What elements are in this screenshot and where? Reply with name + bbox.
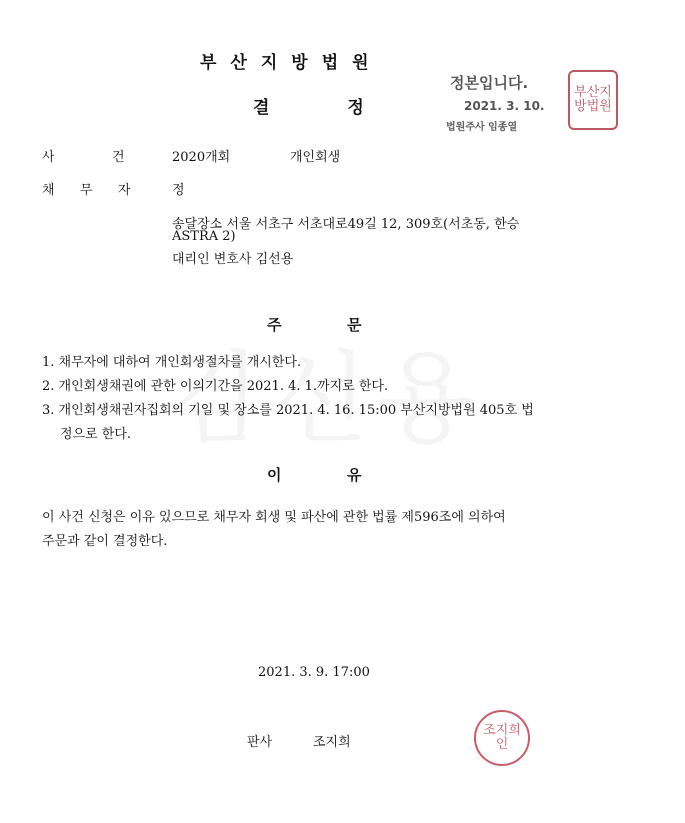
debtor-label-chae: 채 xyxy=(42,183,55,198)
certification-date: 2021. 3. 10. xyxy=(464,99,545,113)
reason-title-yu: 유 xyxy=(347,466,362,484)
reason-text-line2: 주문과 같이 결정한다. xyxy=(42,534,168,549)
certified-copy-stamp: 정본입니다. xyxy=(450,74,529,92)
case-label-gun: 건 xyxy=(112,150,125,165)
court-name: 부산지방법원 xyxy=(200,53,383,73)
order-title-mun: 문 xyxy=(347,316,362,334)
legal-agent: 대리인 변호사 김선용 xyxy=(172,252,294,267)
order-item-3: 3. 개인회생채권자집회의 기일 및 장소를 2021. 4. 16. 15:00 부산지방법원 405호 법 xyxy=(42,403,534,418)
judge-seal: 조지희인 xyxy=(474,710,530,766)
case-number: 2020개회 xyxy=(172,150,231,165)
case-name: 개인회생 xyxy=(290,150,341,165)
debtor-name: 정 xyxy=(172,183,185,198)
reason-title-i: 이 xyxy=(267,466,282,484)
court-seal: 부산지방법원 xyxy=(568,70,618,130)
certification-officer: 법원주사 임종열 xyxy=(446,122,518,133)
order-item-3-continued: 정으로 한다. xyxy=(60,427,132,442)
service-address-line1: 송달장소 서울 서초구 서초대로49길 12, 309호(서초동, 한승 xyxy=(172,217,520,232)
service-address-line2: ASTRA 2) xyxy=(172,229,236,244)
debtor-label-ja: 자 xyxy=(118,183,131,198)
decision-date: 2021. 3. 9. 17:00 xyxy=(258,665,370,680)
document-type-title: 결정 xyxy=(253,98,442,118)
reason-text-line1: 이 사건 신청은 이유 있으므로 채무자 회생 및 파산에 관한 법률 제596조에 의하여 xyxy=(42,510,506,525)
order-title-ju: 주 xyxy=(267,316,282,334)
debtor-label-mu: 무 xyxy=(80,183,93,198)
judge-name: 조지희 xyxy=(313,735,351,750)
case-label-sa: 사 xyxy=(42,150,55,165)
judge-title: 판사 xyxy=(247,735,273,750)
order-item-2: 2. 개인회생채권에 관한 이의기간을 2021. 4. 1.까지로 한다. xyxy=(42,379,389,394)
order-item-1: 1. 채무자에 대하여 개인회생절차를 개시한다. xyxy=(42,355,302,370)
